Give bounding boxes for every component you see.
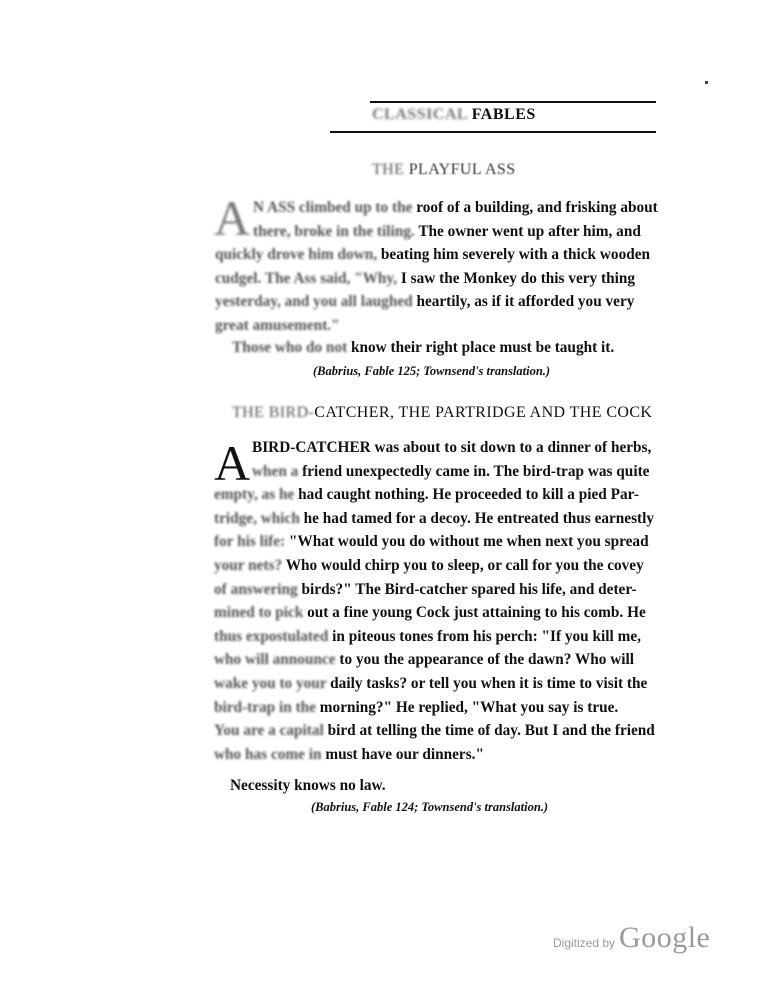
fable2-line: wake you to your daily tasks? or tell you when it is time to visit the xyxy=(214,674,648,692)
fable1-moral-text: know their right place must be taught it. xyxy=(347,339,615,356)
running-head-faded: CLASSICAL xyxy=(372,106,468,123)
fable2-body xyxy=(214,436,686,766)
fable2-line: BIRD-CATCHER was about to sit down to a dinner of herbs, xyxy=(252,439,652,456)
fable2-moral: Necessity knows no law. xyxy=(230,777,386,794)
fable1-body xyxy=(215,196,685,338)
fable1-line: N ASS climbed up to the roof of a building, and frisking about xyxy=(253,199,658,216)
google-logo: Google xyxy=(619,921,711,954)
fable1-moral-faded: Those who do not xyxy=(232,339,348,356)
fable2-line: when a friend unexpectedly came in. The bird-trap was quite xyxy=(252,462,650,480)
fable1-line: there, broke in the tiling. The owner went up after him, and xyxy=(253,222,641,240)
fable2-line: tridge, which he had tamed for a decoy. He entreated thus earnestly xyxy=(214,509,655,527)
fable2-title xyxy=(232,404,652,422)
fable1-line: great amusement." xyxy=(215,316,340,334)
fable2-line: bird-trap in the morning?" He replied, "What you say is true. xyxy=(214,698,619,716)
fable1-dropcap: A xyxy=(214,190,251,246)
fable2-line: thus expostulated in piteous tones from his perch: "If you kill me, xyxy=(214,627,641,645)
fable1-title-text: PLAYFUL ASS xyxy=(408,161,516,178)
fable2-citation: (Babrius, Fable 124; Townsend's translation.) xyxy=(311,800,549,814)
fable1-citation: (Babrius, Fable 125; Townsend's translation.) xyxy=(313,364,551,378)
fable1-moral xyxy=(232,339,614,357)
fable2-title-faded: THE BIRD- xyxy=(232,404,315,421)
fable2-line: who has come in must have our dinners." xyxy=(214,745,484,763)
header-rule-bottom xyxy=(330,131,656,133)
fable1-title-faded: THE xyxy=(372,161,405,178)
running-head xyxy=(372,106,656,124)
fable1-title xyxy=(372,161,516,179)
fable2-line: your nets? Who would chirp you to sleep, or call for you the covey xyxy=(214,556,644,574)
fable2-line: mined to pick out a fine young Cock just attaining to his comb. He xyxy=(214,604,646,622)
fable1-line: quickly drove him down, beating him severely with a thick wooden xyxy=(215,246,651,264)
fable1-line: cudgel. The Ass said, "Why, I saw the Monkey do this very thing xyxy=(215,269,636,287)
fable2-line: for his life: "What would you do without me when next you spread xyxy=(214,533,649,551)
watermark-prefix: Digitized by xyxy=(553,936,616,950)
scan-speck xyxy=(705,81,708,84)
running-head-text: FABLES xyxy=(471,106,536,123)
header-rule-top xyxy=(370,101,656,103)
fable2-line: You are a capital bird at telling the time of day. But I and the friend xyxy=(214,722,655,740)
fable2-dropcap: A xyxy=(214,435,251,491)
digitized-by-google-watermark xyxy=(553,921,723,957)
fable1-line: yesterday, and you all laughed heartily, as if it afforded you very xyxy=(215,293,635,311)
fable2-line: who will announce to you the appearance of the dawn? Who will xyxy=(214,651,635,669)
fable2-line: empty, as he had caught nothing. He proceeded to kill a pied Par- xyxy=(214,486,639,504)
fable2-line: of answering birds?" The Bird-catcher spared his life, and deter- xyxy=(214,580,637,598)
fable2-title-text: CATCHER, THE PARTRIDGE AND THE COCK xyxy=(314,404,653,421)
